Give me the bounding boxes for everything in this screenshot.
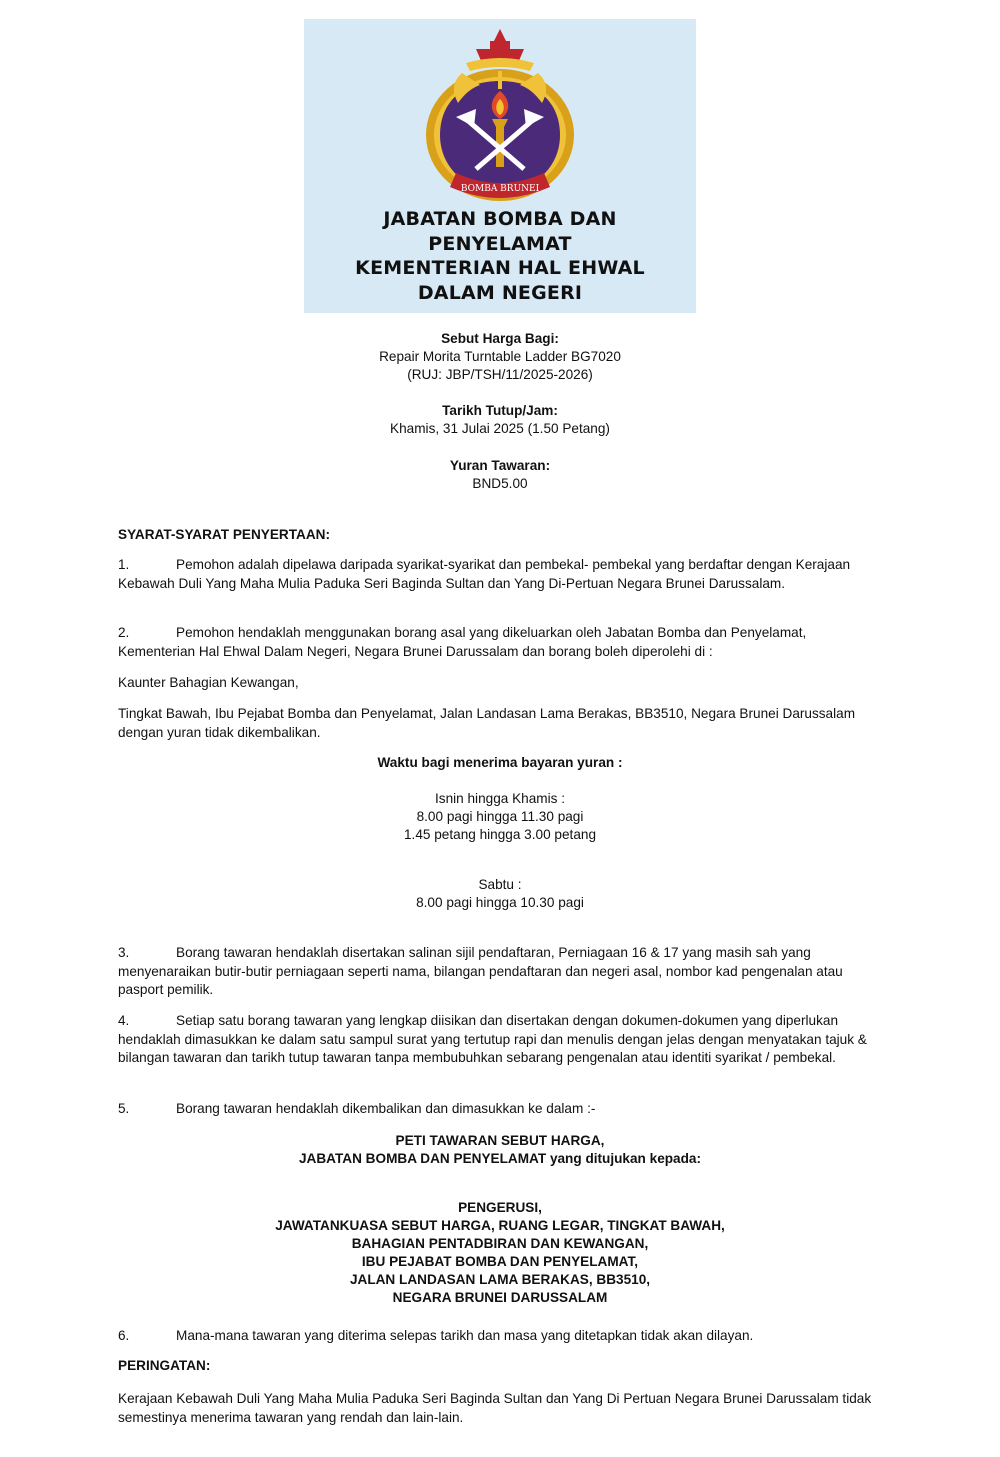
agency-name-line-2: PENYELAMAT xyxy=(428,232,572,255)
condition-item-1-text: Pemohon adalah dipelawa daripada syarikat-syarikat dan pembekal- pembekal yang berdaftar dengan Kerajaan Kebawah Duli Yang Maha Mulia Paduka Seri Baginda Sultan dan Yang Di-Pertuan Negara Brunei Darussalam. xyxy=(118,557,851,591)
condition-item-5-number: 5. xyxy=(118,1101,130,1116)
condition-item-3-number: 3. xyxy=(118,945,130,960)
condition-item-6 xyxy=(118,1327,883,1346)
condition-item-1-number: 1. xyxy=(118,557,130,572)
condition-item-2 xyxy=(118,624,883,661)
condition-item-2-text: Pemohon hendaklah menggunakan borang asal yang dikeluarkan oleh Jabatan Bomba dan Penyelamat, Kementerian Hal Ehwal Dalam Negeri, Negara Brunei Darussalam dan borang boleh diperolehi di : xyxy=(118,625,807,659)
weekday-label: Isnin hingga Khamis : xyxy=(435,791,565,806)
warning-heading: PERINGATAN: xyxy=(118,1358,211,1373)
condition-item-6-text: Mana-mana tawaran yang diterima selepas tarikh dan masa yang ditetapkan tidak akan dilayan. xyxy=(176,1328,754,1343)
counter-address: Tingkat Bawah, Ibu Pejabat Bomba dan Penyelamat, Jalan Landasan Lama Berakas, BB3510, Negara Brunei Darussalam dengan yuran tidak dikembalikan. xyxy=(118,706,856,740)
condition-item-3-text: Borang tawaran hendaklah disertakan salinan sijil pendaftaran, Perniagaan 16 & 17 yang masih sah yang menyenaraikan butir-butir perniagaan seperti nama, bilangan pendaftaran dan negeri asal, nombor kad pengenalan atau pasport pemilik. xyxy=(118,945,843,997)
recipient-line-2: JAWATANKUASA SEBUT HARGA, RUANG LEGAR, TINGKAT BAWAH, xyxy=(275,1218,725,1233)
saturday-hours: 8.00 pagi hingga 10.30 pagi xyxy=(416,895,584,910)
closing-label: Tarikh Tutup/Jam: xyxy=(442,403,558,418)
agency-name-line-3: KEMENTERIAN HAL EHWAL xyxy=(355,257,645,279)
saturday-label: Sabtu : xyxy=(478,877,522,892)
agency-name-line-1: JABATAN BOMBA DAN xyxy=(383,208,617,230)
agency-name-line-4: DALAM NEGERI xyxy=(417,281,583,304)
warning-text: Kerajaan Kebawah Duli Yang Maha Mulia Paduka Seri Baginda Sultan dan Yang Di Pertuan Negara Brunei Darussalam tidak semestinya menerima tawaran yang rendah dan lain-lain. xyxy=(118,1391,872,1425)
header-banner xyxy=(304,19,696,313)
quote-title: Repair Morita Turntable Ladder BG7020 xyxy=(379,349,621,364)
condition-item-4 xyxy=(118,1012,883,1068)
quote-for-label: Sebut Harga Bagi: xyxy=(441,331,559,346)
conditions-heading: SYARAT-SYARAT PENYERTAAN: xyxy=(118,527,330,542)
recipient-line-5: JALAN LANDASAN LAMA BERAKAS, BB3510, xyxy=(349,1272,651,1287)
condition-item-6-number: 6. xyxy=(118,1328,130,1343)
condition-item-2-number: 2. xyxy=(118,625,130,640)
recipient-line-4: IBU PEJABAT BOMBA DAN PENYELAMAT, xyxy=(361,1254,639,1269)
fee-label: Yuran Tawaran: xyxy=(449,458,551,473)
quote-reference: (RUJ: JBP/TSH/11/2025-2026) xyxy=(407,367,593,382)
closing-value: Khamis, 31 Julai 2025 (1.50 Petang) xyxy=(390,421,610,436)
recipient-line-1: PENGERUSI, xyxy=(458,1200,542,1215)
condition-item-1 xyxy=(118,556,883,593)
payment-hours-heading: Waktu bagi menerima bayaran yuran : xyxy=(377,755,623,770)
condition-item-3 xyxy=(118,944,883,1000)
weekday-morning-hours: 8.00 pagi hingga 11.30 pagi xyxy=(416,809,584,824)
condition-item-5-text: Borang tawaran hendaklah dikembalikan dan dimasukkan ke dalam :- xyxy=(176,1101,596,1116)
condition-item-4-text: Setiap satu borang tawaran yang lengkap diisikan dan disertakan dengan dokumen-dokumen yang diperlukan hendaklah dimasukkan ke dalam satu sampul surat yang tertutup rapi dan menulis dengan jelas dengan menyatakan tajuk & bilangan tawaran dan tarikh tutup tawaran tanpa membubuhkan sebarang pengenalan atau identiti syarikat / pembekal. xyxy=(118,1013,867,1065)
condition-item-4-number: 4. xyxy=(118,1013,130,1028)
weekday-afternoon-hours: 1.45 petang hingga 3.00 petang xyxy=(404,827,596,842)
bomba-brunei-crest-logo xyxy=(418,23,582,215)
fee-value: BND5.00 xyxy=(472,476,528,491)
agency-name xyxy=(304,207,696,305)
counter-name: Kaunter Bahagian Kewangan, xyxy=(118,675,299,690)
crest-ribbon-text: BOMBA BRUNEI xyxy=(460,184,540,194)
recipient-line-6: NEGARA BRUNEI DARUSSALAM xyxy=(392,1290,608,1305)
condition-item-5 xyxy=(118,1100,883,1119)
recipient-line-3: BAHAGIAN PENTADBIRAN DAN KEWANGAN, xyxy=(351,1236,649,1251)
tender-box-line-1: PETI TAWARAN SEBUT HARGA, xyxy=(395,1133,605,1148)
tender-box-line-2: JABATAN BOMBA DAN PENYELAMAT yang ditujukan kepada: xyxy=(298,1151,702,1166)
